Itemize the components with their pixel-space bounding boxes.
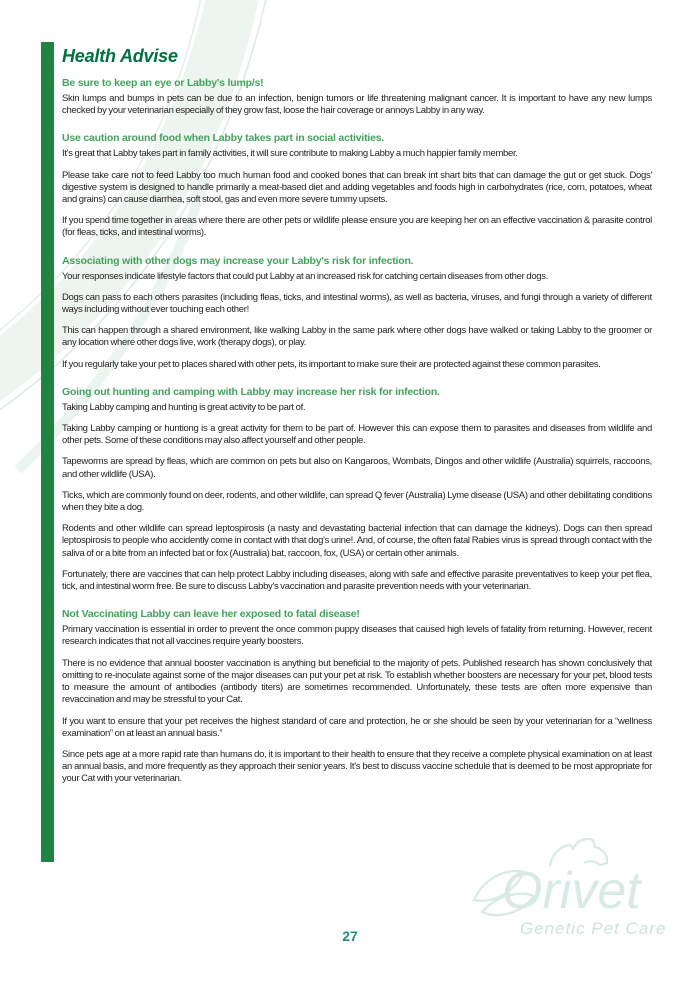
section-paragraph: Ticks, which are commonly found on deer, rodents, and other wildlife, can spread Q fever (Australia) Lyme disease (USA) and other debilitating conditions when they bite a dog. bbox=[62, 489, 652, 514]
advice-section bbox=[62, 255, 652, 371]
section-paragraph: If you spend time together in areas where there are other pets or wildlife please ensure you are keeping her on an effective vaccination & parasite control (for fleas, ticks, and intestinal worms). bbox=[62, 215, 652, 239]
page-number: 27 bbox=[342, 928, 358, 944]
section-heading: Use caution around food when Labby takes part in social activities. bbox=[62, 132, 385, 145]
section-paragraph: Your responses indicate lifestyle factors that could put Labby at an increased risk for catching certain diseases from other dogs. bbox=[62, 270, 549, 282]
section-paragraph: There is no evidence that annual booster vaccination is anything but beneficial to the majority of pets. Published research has shown conclusively that omitting to re-inoculate against some of the major diseases can put your pet at risk. To establish whether boosters are necessary for your pet, blood tests to measure the amount of antibodies (antibody titers) are sometimes recommended. Unfortunately, these tests are often more expensive than revaccination and may be stressful to your Cat. bbox=[62, 657, 652, 706]
section-paragraph: If you regularly take your pet to places shared with other pets, its important to make sure their are protected against these common parasites. bbox=[62, 358, 601, 370]
advice-section bbox=[62, 77, 652, 117]
section-paragraph: Dogs can pass to each others parasites (including fleas, ticks, and intestinal worms), as well as bacteria, viruses, and fungi through a variety of different ways including without ever touching each other! bbox=[62, 291, 652, 316]
section-paragraph: This can happen through a shared environment, like walking Labby in the same park where other dogs have walked or taking Labby to the groomer or any location where other dogs live, work (therapy dogs), or play. bbox=[62, 325, 652, 349]
section-heading: Not Vaccinating Labby can leave her exposed to fatal disease! bbox=[62, 608, 360, 621]
section-heading: Associating with other dogs may increase your Labby's risk for infection. bbox=[62, 254, 414, 267]
section-paragraph: Primary vaccination is essential in order to prevent the once common puppy diseases that caused high levels of fatality from returning. However, recent research indicates that not all vaccines require yearly boosters. bbox=[62, 624, 652, 648]
content-column bbox=[62, 46, 652, 795]
advice-section bbox=[62, 608, 652, 785]
sections bbox=[62, 77, 652, 786]
section-paragraph: Skin lumps and bumps in pets can be due to an infection, benign tumors or life threatening malignant cancer. It is important to have any new lumps checked by your veterinarian especially of they grow fast, loose the hair coverage or annoys Labby in any way. bbox=[62, 93, 652, 117]
advice-section bbox=[62, 132, 652, 239]
section-paragraph: Rodents and other wildlife can spread leptospirosis (a nasty and devastating bacterial infection that can damage the kidneys). Dogs can then spread leptospirosis to people who accidently come in contact with that dog's urine!. And, of course, the often fatal Rabies virus is spread through contact with the saliva of or a bite from an infected bat or fox (Australia) bat, raccoon, fox, (USA) or certain other animals. bbox=[62, 523, 652, 559]
accent-bar bbox=[41, 42, 54, 862]
section-paragraph: Tapeworms are spread by fleas, which are common on pets but also on Kangaroos, Wombats, Dingos and other wildlife (Australia) squirrels, raccoons, and other wildlife (USA). bbox=[62, 456, 652, 480]
section-paragraph: It's great that Labby takes part in family activities, it will sure contribute to making Labby a much happier family member. bbox=[62, 148, 518, 160]
section-paragraph: Taking Labby camping or huntiong is a great activity for them to be part of. However this can expose them to parasites and diseases from wildlife and other pets. Some of these conditions may also affect yourself and other people. bbox=[62, 423, 652, 447]
section-heading: Be sure to keep an eye or Labby's lump/s! bbox=[62, 77, 264, 89]
logo-wordmark: Orivet bbox=[502, 862, 641, 920]
section-paragraph: Taking Labby camping and hunting is great activity to be part of. bbox=[62, 401, 306, 413]
section-paragraph: Since pets age at a more rapid rate than humans do, it is important to their health to ensure that they receive a complete physical examination on at least an annual basis, and more frequently as they approach their senior years. It's best to discuss vaccine schedule that is deemed to be most appropriate for your Cat with your veterinarian. bbox=[62, 748, 652, 785]
logo-tagline: Genetic Pet Care bbox=[520, 919, 667, 938]
page-title: Health Advise bbox=[62, 46, 178, 66]
section-paragraph: Fortunately, there are vaccines that can help protect Labby including diseases, along with safe and effective parasite preventatives to keep your pet flea, tick, and intestinal worm free. Be sure to discuss Labby's vaccination and parasite prevention needs with your veterinarian. bbox=[62, 568, 652, 593]
section-paragraph: Please take care not to feed Labby too much human food and cooked bones that can break int shart bits that can damage the gut or get stuck. Dogs' digestive system is designed to handle primarily a meat-based diet and adding vegetables and foods high in carbohydrates (rice, corn, potatoes, wheat and grains) can cause diarrhea, soft stool, gas and even more severe tummy upsets. bbox=[62, 169, 652, 206]
section-heading: Going out hunting and camping with Labby may increase her risk for infection. bbox=[62, 385, 440, 398]
section-paragraph: If you want to ensure that your pet receives the highest standard of care and protection, he or she should be seen by your veterinarian for a “wellness examination” on at least an annual basis.” bbox=[62, 715, 652, 739]
advice-section bbox=[62, 386, 652, 593]
